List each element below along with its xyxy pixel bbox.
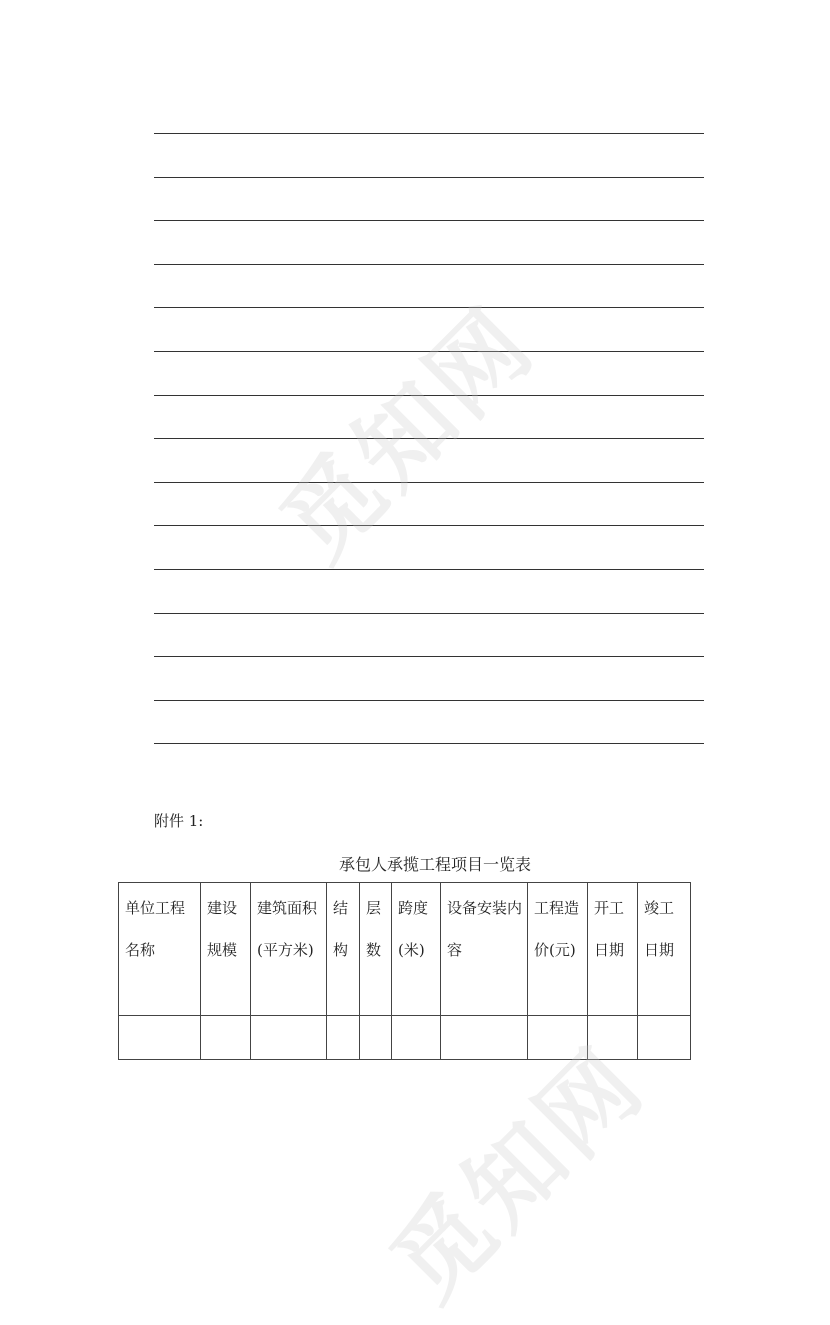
projects-table bbox=[118, 882, 691, 1060]
ruled-line bbox=[154, 743, 704, 744]
ruled-line bbox=[154, 613, 704, 614]
header-start-date: 开工日期 bbox=[588, 883, 638, 1016]
table-cell bbox=[360, 1016, 392, 1060]
table-cell bbox=[638, 1016, 691, 1060]
table-cell bbox=[327, 1016, 360, 1060]
attachment-label: 附件 1: bbox=[154, 812, 204, 830]
ruled-line bbox=[154, 395, 704, 396]
header-unit-project-name: 单位工程名称 bbox=[119, 883, 201, 1016]
watermark: 觅知网 bbox=[370, 1026, 667, 1322]
ruled-line bbox=[154, 700, 704, 701]
ruled-line bbox=[154, 482, 704, 483]
ruled-lines-area bbox=[154, 0, 704, 760]
table-cell bbox=[441, 1016, 528, 1060]
table-cell bbox=[528, 1016, 588, 1060]
ruled-line bbox=[154, 438, 704, 439]
ruled-line bbox=[154, 569, 704, 570]
table-cell bbox=[392, 1016, 441, 1060]
table-cell bbox=[119, 1016, 201, 1060]
ruled-line bbox=[154, 177, 704, 178]
header-floors: 层数 bbox=[360, 883, 392, 1016]
ruled-line bbox=[154, 525, 704, 526]
ruled-line bbox=[154, 656, 704, 657]
header-project-cost: 工程造价(元) bbox=[528, 883, 588, 1016]
table-cell bbox=[251, 1016, 327, 1060]
ruled-line bbox=[154, 264, 704, 265]
table-header-row bbox=[119, 883, 691, 1016]
header-construction-scale: 建设规模 bbox=[201, 883, 251, 1016]
header-building-area: 建筑面积(平方米) bbox=[251, 883, 327, 1016]
header-span: 跨度(米) bbox=[392, 883, 441, 1016]
table-title: 承包人承揽工程项目一览表 bbox=[338, 855, 531, 874]
ruled-line bbox=[154, 220, 704, 221]
watermark: 觅知网 bbox=[260, 286, 557, 582]
header-completion-date: 竣工日期 bbox=[638, 883, 691, 1016]
table-cell bbox=[588, 1016, 638, 1060]
header-equipment-installation: 设备安装内容 bbox=[441, 883, 528, 1016]
table-cell bbox=[201, 1016, 251, 1060]
table-row bbox=[119, 1016, 691, 1060]
ruled-line bbox=[154, 351, 704, 352]
ruled-line bbox=[154, 133, 704, 134]
ruled-line bbox=[154, 307, 704, 308]
header-structure: 结构 bbox=[327, 883, 360, 1016]
